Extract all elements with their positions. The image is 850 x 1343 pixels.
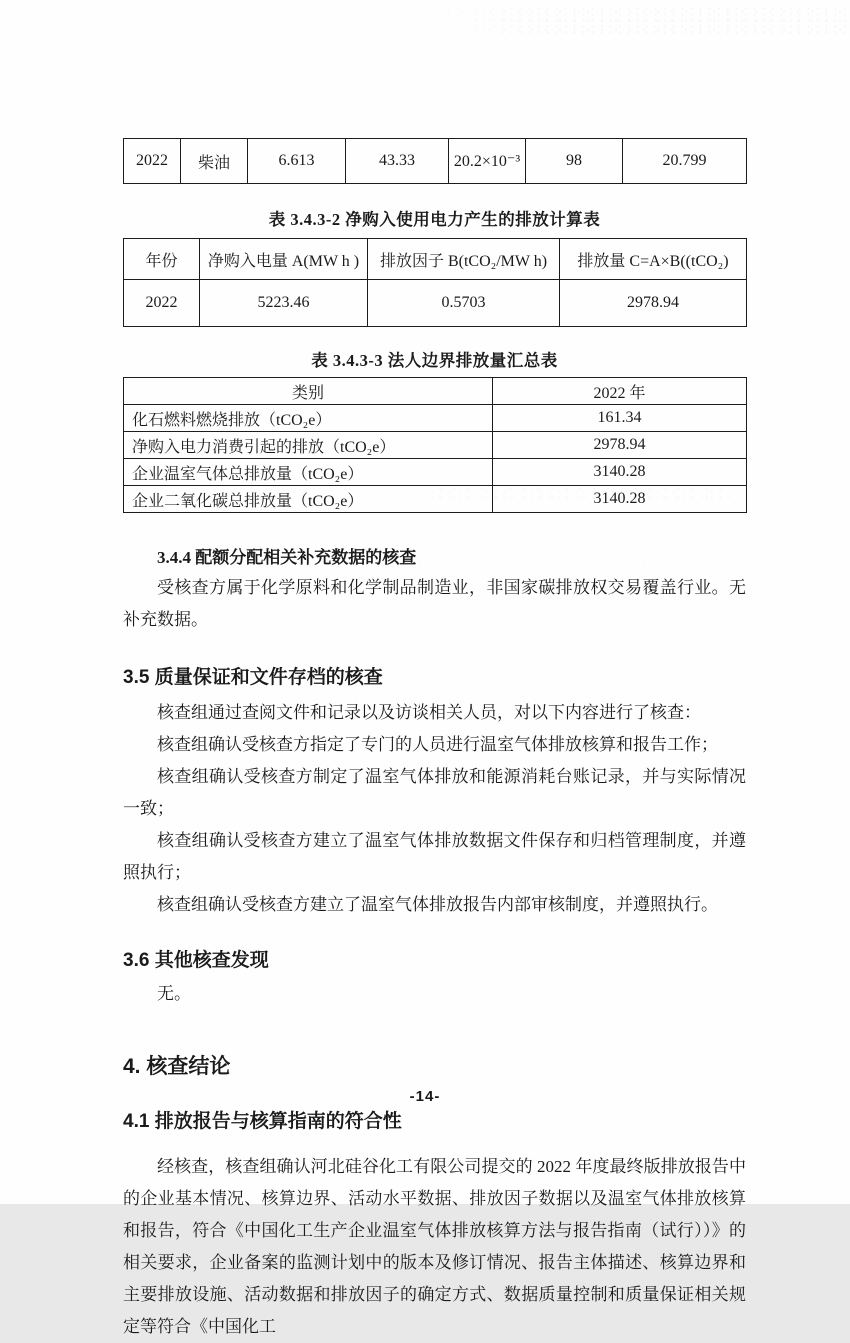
table-cell-fuel: 柴油 xyxy=(181,139,248,184)
summary-table-title: 表 3.4.3-3 法人边界排放量汇总表 xyxy=(311,351,558,370)
paragraph: 受核查方属于化学原料和化学制品制造业，非国家碳排放权交易覆盖行业。无补充数据。 xyxy=(123,578,746,629)
table-row xyxy=(124,139,747,184)
table-cell-value: 3140.28 xyxy=(493,486,747,513)
paragraph: 核查组通过查阅文件和记录以及访谈相关人员，对以下内容进行了核查： xyxy=(157,703,701,722)
table-header-row xyxy=(124,239,747,280)
column-header: 净购入电量 A(MW h ) xyxy=(200,239,368,280)
fuel-emission-table-fragment xyxy=(123,138,747,184)
table-header-row xyxy=(124,378,747,405)
electricity-emission-table xyxy=(123,238,747,327)
column-header: 排放量 C=A×B((tCO₂) xyxy=(560,239,747,280)
section-heading-3-6: 3.6 其他核查发现 xyxy=(123,950,269,971)
column-header: 年份 xyxy=(124,239,200,280)
paragraph: 经核查，核查组确认河北硅谷化工有限公司提交的 2022 年度最终版排放报告中的企业基本情况、核算边界、活动水平数据、排放因子数据以及温室气体排放核算和报告，符合《中国化工生产企业温室气体排放核算方法与报告指南（试行））》的相关要求，企业备案的监测计划中的版本及修订情况、报告主体描述、核算边界和主要排放设施、活动数据和排放因子的确定方式、数据质量控制和质量保证相关规定等符合《中国化工 xyxy=(123,1157,746,1336)
table-cell: 6.613 xyxy=(248,139,346,184)
section-heading-3-5: 3.5 质量保证和文件存档的核查 xyxy=(123,667,383,688)
page-number: -14- xyxy=(409,1088,441,1105)
column-header: 排放因子 B(tCO₂/MW h) xyxy=(368,239,560,280)
table-cell: 5223.46 xyxy=(200,280,368,327)
table-cell-value: 161.34 xyxy=(493,405,747,432)
table-row xyxy=(124,405,747,432)
table-cell-category: 企业二氧化碳总排放量（tCO₂e） xyxy=(124,486,493,513)
paragraph: 核查组确认受核查方指定了专门的人员进行温室气体排放核算和报告工作； xyxy=(157,735,718,754)
table-cell: 0.5703 xyxy=(368,280,560,327)
table-cell: 2978.94 xyxy=(560,280,747,327)
boundary-summary-table xyxy=(123,377,747,513)
table-row xyxy=(124,459,747,486)
table-row xyxy=(124,432,747,459)
paragraph: 无。 xyxy=(157,984,191,1003)
table-cell-category: 企业温室气体总排放量（tCO₂e） xyxy=(124,459,493,486)
table-cell-category: 化石燃料燃烧排放（tCO₂e） xyxy=(124,405,493,432)
section-heading-3-4-4: 3.4.4 配额分配相关补充数据的核查 xyxy=(157,548,417,567)
section-heading-4-1: 4.1 排放报告与核算指南的符合性 xyxy=(123,1111,402,1132)
table-cell: 20.799 xyxy=(623,139,747,184)
paragraph: 核查组确认受核查方制定了温室气体排放和能源消耗台账记录，并与实际情况一致； xyxy=(123,767,746,818)
table-row xyxy=(124,486,747,513)
table-cell: 98 xyxy=(526,139,623,184)
paragraph: 核查组确认受核查方建立了温室气体排放数据文件保存和归档管理制度，并遵照执行； xyxy=(123,831,746,882)
paragraph: 核查组确认受核查方建立了温室气体排放报告内部审核制度，并遵照执行。 xyxy=(157,895,718,914)
scan-noise xyxy=(410,6,850,36)
table-cell-value: 2978.94 xyxy=(493,432,747,459)
table-cell-value: 3140.28 xyxy=(493,459,747,486)
column-header: 2022 年 xyxy=(493,378,747,405)
chapter-heading-4: 4. 核查结论 xyxy=(123,1055,231,1078)
table-row xyxy=(124,280,747,327)
table-cell-category: 净购入电力消费引起的排放（tCO₂e） xyxy=(124,432,493,459)
table-cell: 43.33 xyxy=(346,139,449,184)
table-cell: 20.2×10⁻³ xyxy=(449,139,526,184)
table-cell-year: 2022 xyxy=(124,280,200,327)
table-cell-year: 2022 xyxy=(124,139,181,184)
column-header: 类别 xyxy=(124,378,493,405)
electricity-table-title: 表 3.4.3-2 净购入使用电力产生的排放计算表 xyxy=(268,210,601,229)
